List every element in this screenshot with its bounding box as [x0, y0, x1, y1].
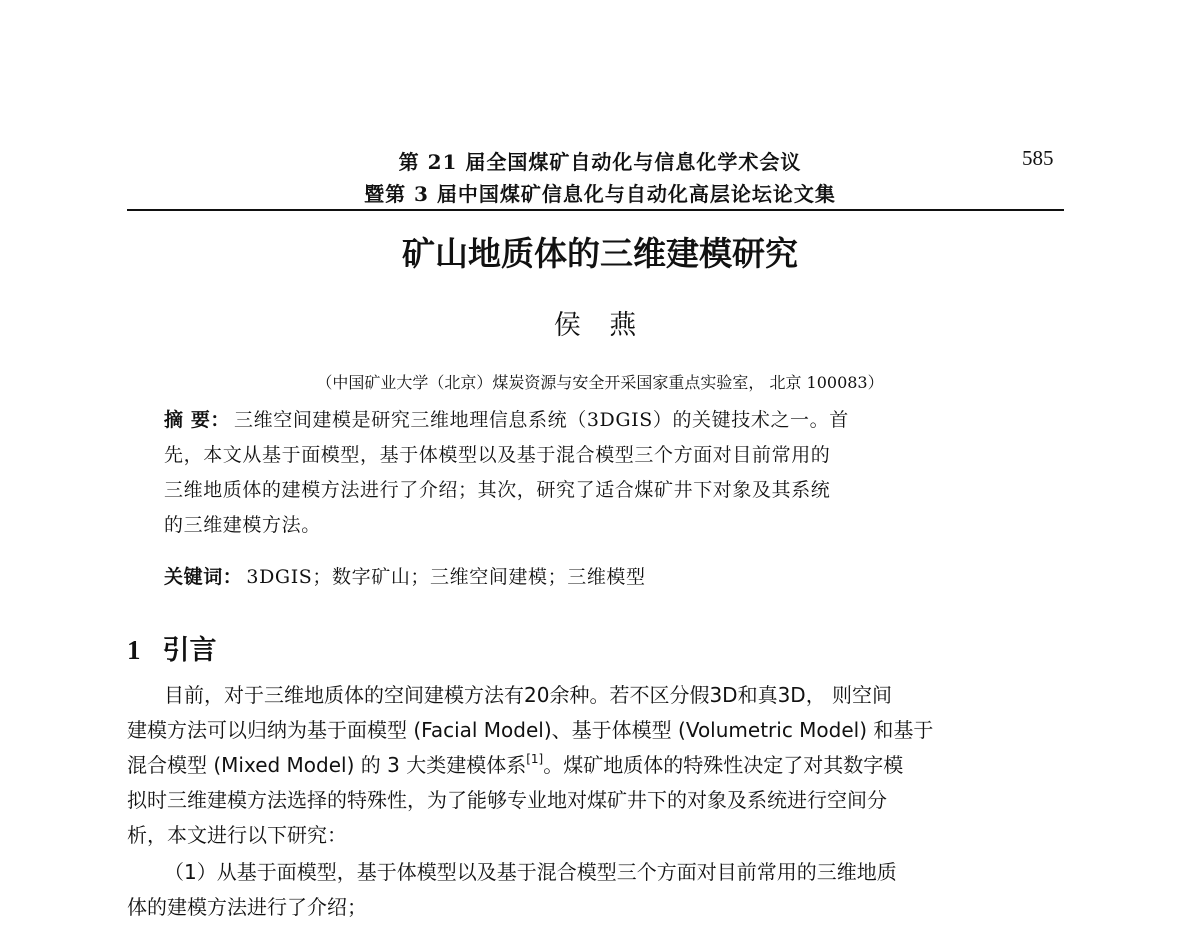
author-affiliation: （中国矿业大学（北京）煤炭资源与安全开采国家重点实验室， 北京 100083） — [316, 373, 884, 392]
body-line: （1）从基于面模型，基于体模型以及基于混合模型三个方面对目前常用的三维地质 — [164, 860, 897, 884]
running-header-line-1: 第 21 届全国煤矿自动化与信息化学术会议 — [398, 150, 802, 174]
section-title: 引言 — [162, 635, 217, 666]
keywords-label: 关键词： — [164, 566, 243, 588]
abstract-line: 的三维建模方法。 — [164, 514, 321, 536]
body-line: 混合模型 (Mixed Model) 的 3 大类建模体系[1]。煤矿地质体的特殊性决定了对其数字模 — [127, 752, 904, 777]
citation: [1] — [526, 752, 544, 766]
paper-title: 矿山地质体的三维建模研究 — [402, 234, 798, 273]
header-rule — [127, 209, 1064, 211]
section-heading — [127, 628, 217, 667]
author-name: 侯 燕 — [553, 310, 647, 341]
running-header-line-2: 暨第 3 届中国煤矿信息化与自动化高层论坛论文集 — [364, 182, 836, 206]
body-line: 建模方法可以归纳为基于面模型 (Facial Model)、基于体模型 (Volumetric Model) 和基于 — [127, 718, 934, 742]
section-number: 1 — [127, 635, 141, 665]
body-line: 析，本文进行以下研究： — [127, 823, 347, 847]
keywords-line — [164, 562, 646, 589]
abstract-line: 三维地质体的建模方法进行了介绍；其次，研究了适合煤矿井下对象及其系统 — [164, 479, 831, 501]
body-line: 拟时三维建模方法选择的特殊性，为了能够专业地对煤矿井下的对象及系统进行空间分 — [127, 788, 887, 812]
body-line: 体的建模方法进行了介绍； — [127, 895, 367, 919]
body-line: 目前，对于三维地质体的空间建模方法有20余种。若不区分假3D和真3D， 则空间 — [164, 683, 893, 707]
keywords-text: 3DGIS；数字矿山；三维空间建模；三维模型 — [246, 566, 646, 588]
abstract-label: 摘 要： — [164, 409, 231, 431]
abstract-line: 先，本文从基于面模型，基于体模型以及基于混合模型三个方面对目前常用的 — [164, 444, 831, 466]
abstract-line: 摘 要： 三维空间建模是研究三维地理信息系统（3DGIS）的关键技术之一。首 — [164, 409, 849, 431]
page-number: 585 — [1022, 146, 1054, 170]
